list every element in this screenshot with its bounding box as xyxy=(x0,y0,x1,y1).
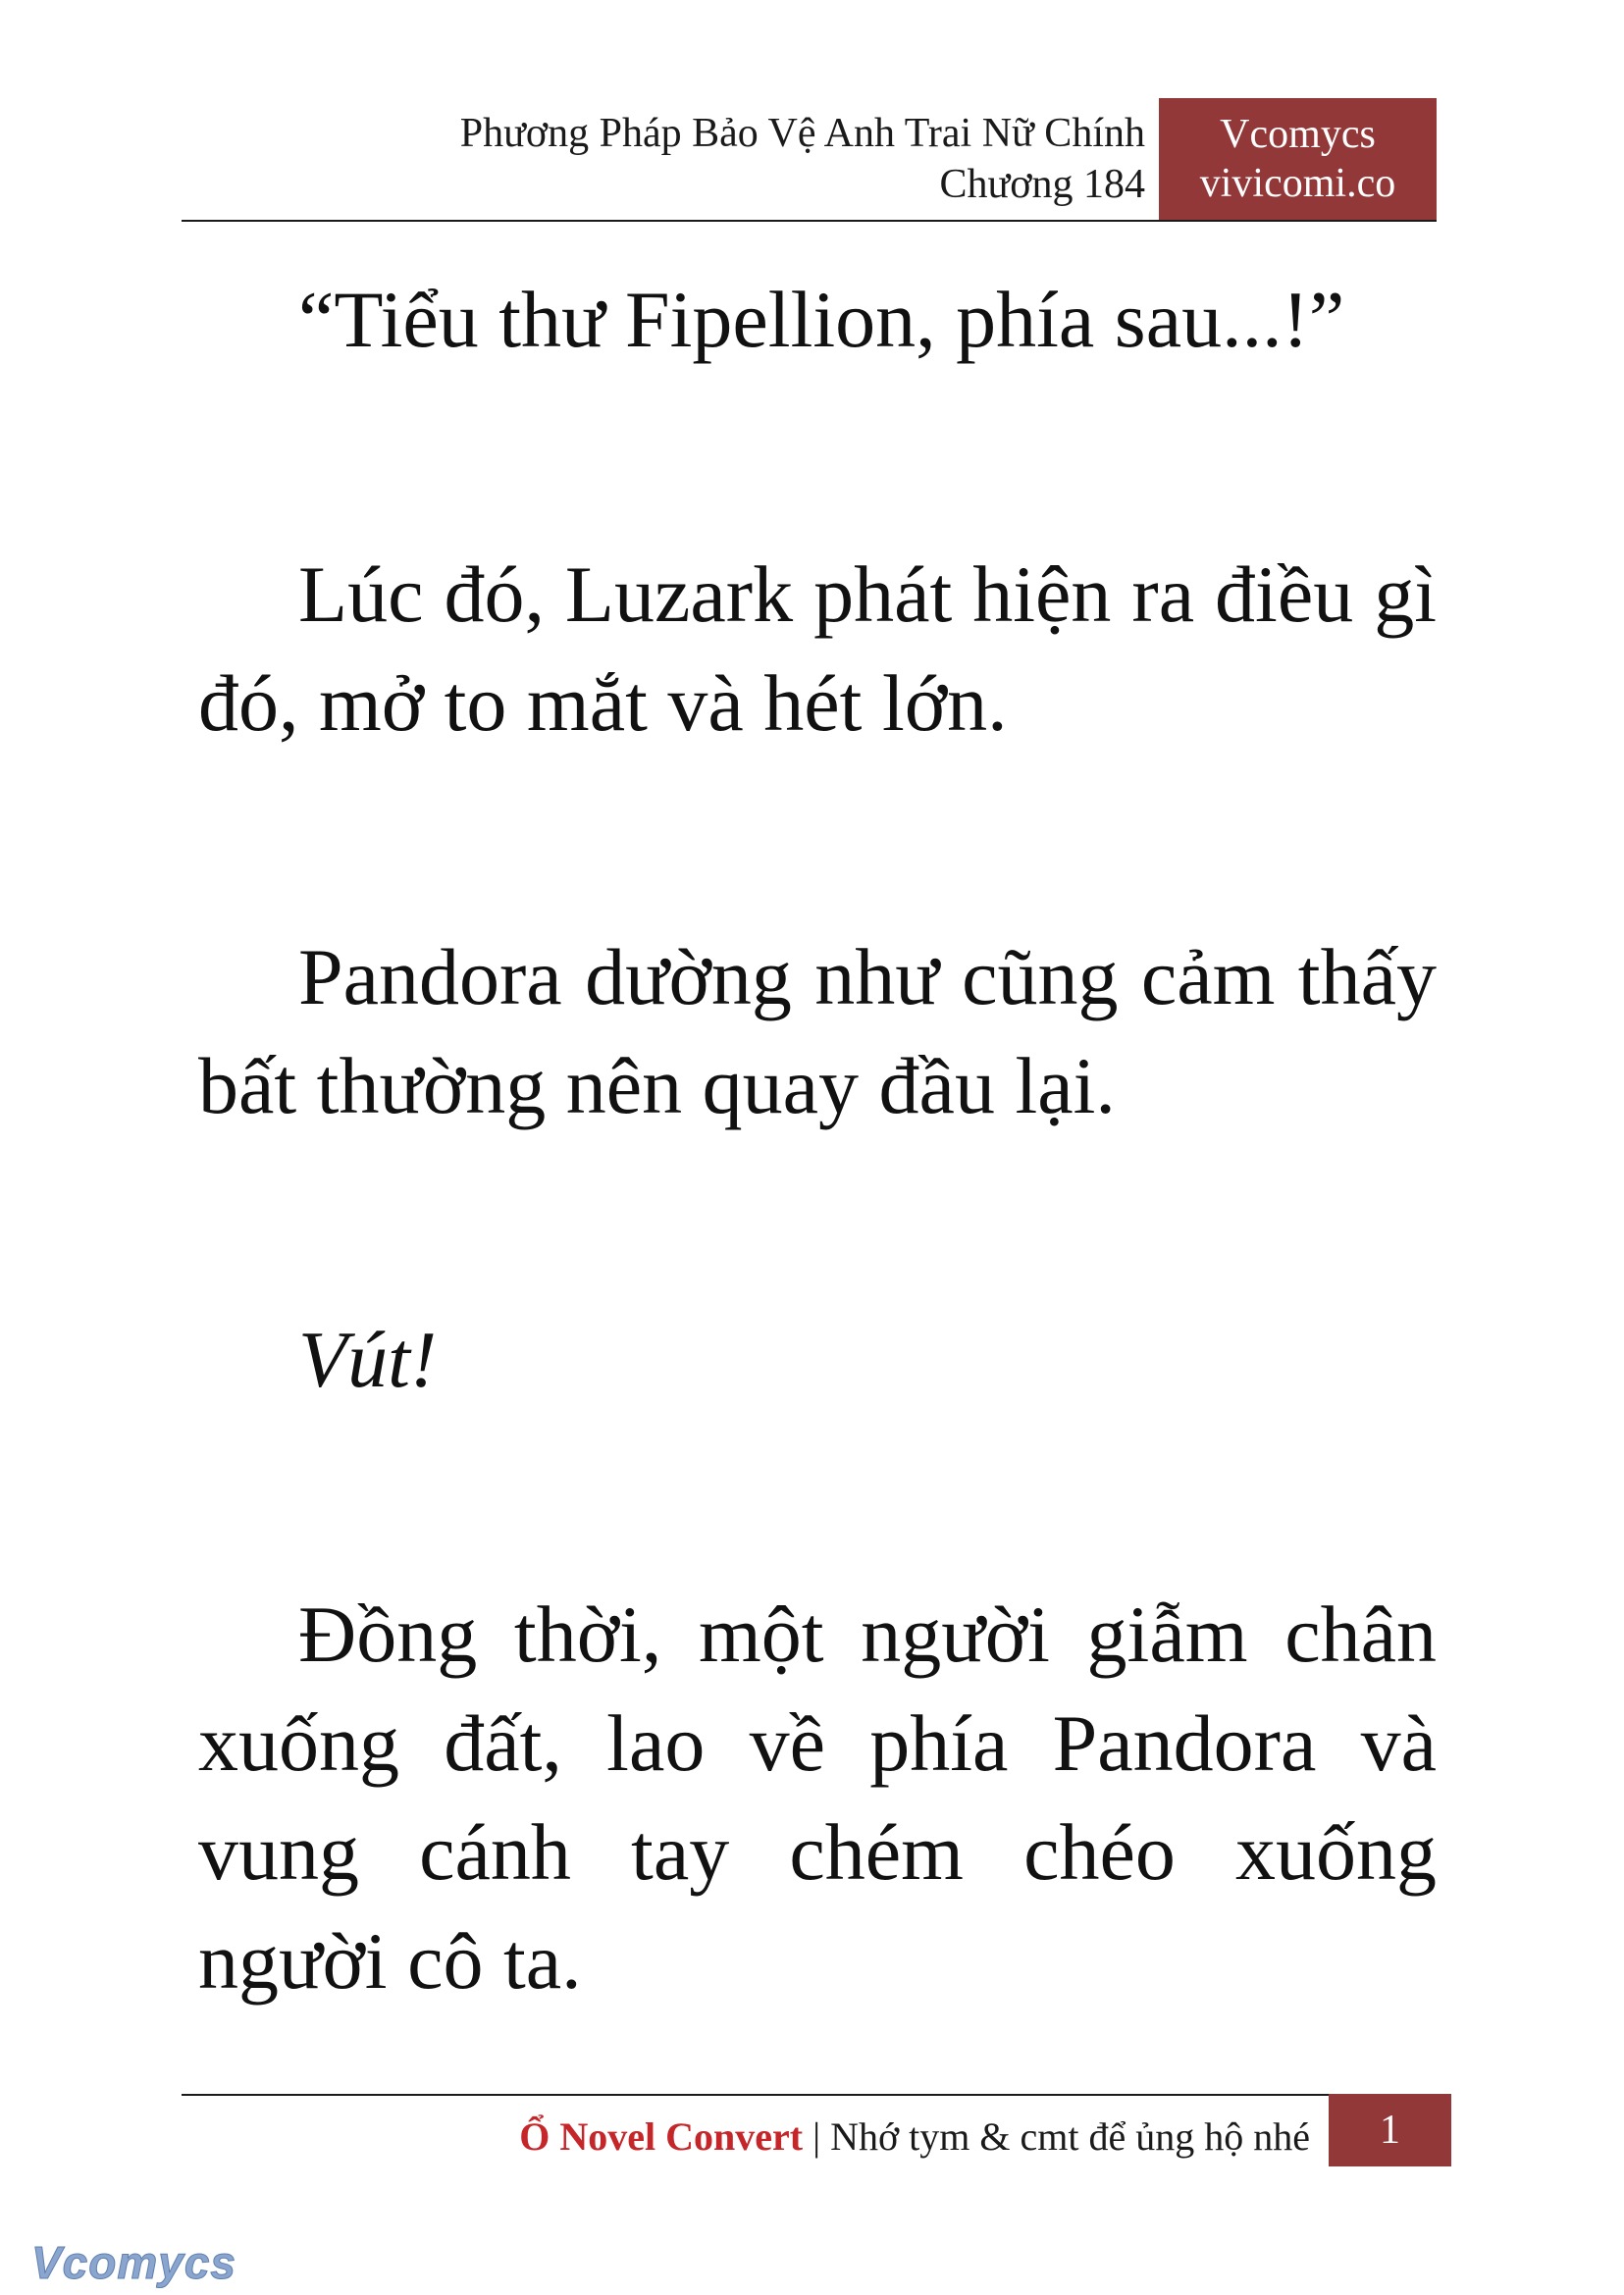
book-title: Phương Pháp Bảo Vệ Anh Trai Nữ Chính xyxy=(459,111,1145,156)
page-number: 1 xyxy=(1329,2094,1451,2166)
brand-site: vivicomi.co xyxy=(1199,161,1396,206)
footer-brand: Ổ Novel Convert xyxy=(519,2114,804,2159)
header-divider xyxy=(182,220,1437,222)
paragraph-1: “Tiểu thư Fipellion, phía sau...!” xyxy=(298,275,1345,364)
vcomycs-logo xyxy=(27,2233,248,2292)
paragraph-3: Pandora dường như cũng cảm thấy bất thường nên quay đầu lại. xyxy=(198,932,1437,1130)
footer-message: Nhớ tym & cmt để ủng hộ nhé xyxy=(830,2114,1310,2159)
vcomycs-logo-text: Vcomycs xyxy=(31,2237,237,2288)
footer-text xyxy=(519,2110,1310,2165)
paragraph-4: Vút! xyxy=(298,1315,438,1404)
brand-box xyxy=(1159,98,1437,220)
paragraph-2: Lúc đó, Luzark phát hiện ra điều gì đó, mở to mắt và hét lớn. xyxy=(198,549,1437,748)
footer-separator: | xyxy=(803,2114,831,2159)
chapter-label: Chương 184 xyxy=(939,162,1145,207)
footer-divider xyxy=(182,2094,1451,2096)
paragraph-5: Đồng thời, một người giẫm chân xuống đất, lao về phía Pandora và vung cánh tay chém chéo xuống người cô ta. xyxy=(198,1590,1437,2006)
header-text xyxy=(460,108,1145,210)
brand-name: Vcomycs xyxy=(1220,112,1376,157)
